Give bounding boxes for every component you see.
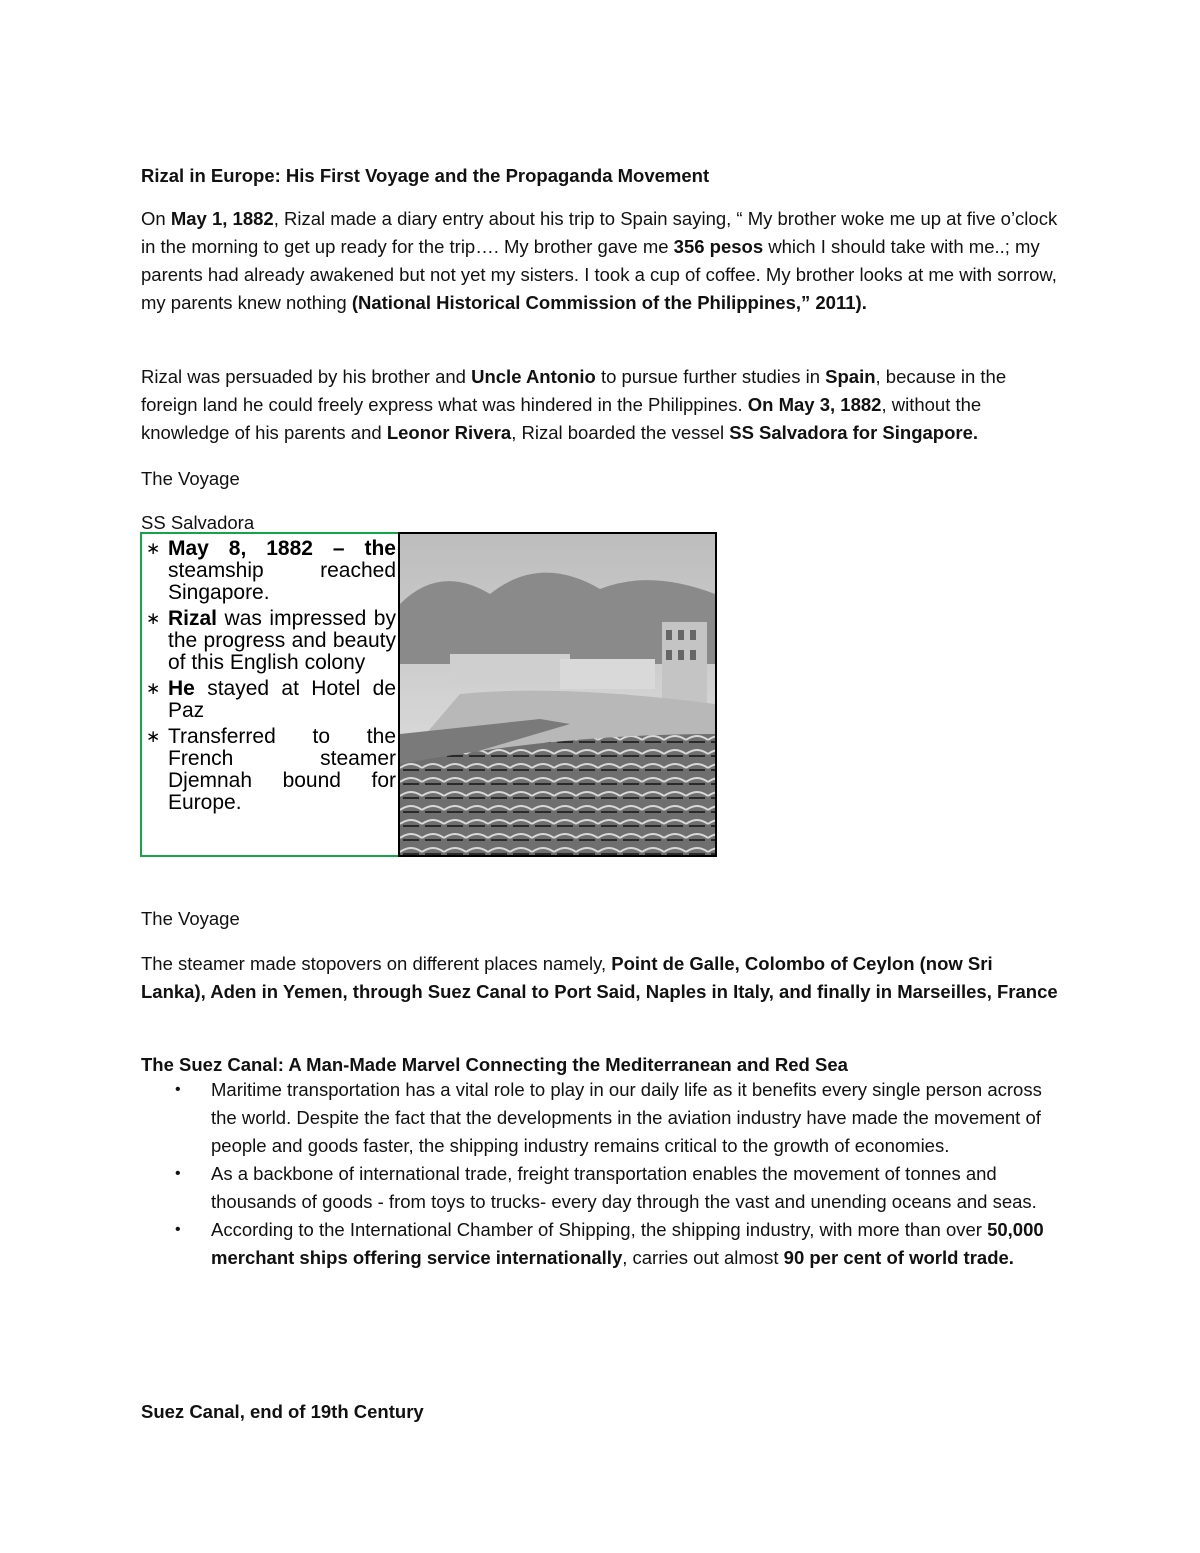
document-title: Rizal in Europe: His First Voyage and the Propaganda Movement — [141, 164, 710, 186]
harbor-photo-illustration — [400, 534, 715, 855]
slide-bullet — [146, 678, 396, 722]
slide-text-box — [140, 532, 398, 857]
slide-bullet — [146, 608, 396, 674]
bullet-list — [141, 1076, 1061, 1272]
bold-name: Leonor Rivera — [386, 421, 512, 443]
bold-citation: (National Historical Commission of the Philippines,” 2011). — [351, 291, 867, 313]
slide-bullet — [146, 726, 396, 814]
bold-name: Uncle Antonio — [471, 365, 596, 387]
paragraph-stopovers — [141, 950, 1061, 1006]
bold-date: On May 3, 1882 — [747, 393, 882, 415]
list-item-text: Maritime transportation has a vital role to play in our daily life as it benefits every single person across the world. Despite the fact that the developments in the aviation industry have made the movement of people and goods faster, the shipping industry remains critical to the growth of economies. — [211, 1079, 1042, 1156]
heading-the-voyage: The Voyage — [141, 467, 240, 489]
bold-vessel: SS Salvadora for Singapore. — [729, 421, 979, 443]
slide-bullet-list — [142, 534, 398, 814]
slide-figure — [140, 532, 717, 857]
list-item-text: As a backbone of international trade, freight transportation enables the movement of tonnes and thousands of goods - from toys to trucks- every day through the vast and unending oceans and seas. — [211, 1163, 1037, 1212]
star-bullet-icon: ∗ — [146, 679, 161, 698]
slide-text: steamship reached Singapore. — [168, 559, 396, 604]
singapore-harbor-photo — [398, 532, 717, 857]
text-run: On — [141, 207, 171, 229]
text-run: , Rizal boarded the vessel — [511, 421, 730, 443]
slide-bold: May 8, 1882 – the — [168, 537, 396, 560]
bullet-dot-icon: • — [175, 1165, 181, 1182]
heading-ss-salvadora: SS Salvadora — [141, 511, 255, 533]
text-run: , because in the foreign land he could freely express what was hindered in the Philippines. — [141, 365, 1007, 415]
bold-places: Point de Galle, Colombo of Ceylon (now Sri Lanka), Aden in Yemen, through Suez Canal to Port Said, Naples in Italy, and finally in Marseilles, France — [141, 952, 1058, 1002]
bold-place: Spain — [825, 365, 876, 387]
slide-text: stayed at Hotel de Paz — [168, 677, 396, 722]
star-bullet-icon: ∗ — [146, 539, 161, 558]
paragraph-diary — [141, 205, 1061, 317]
slide-bold: Rizal — [168, 607, 218, 630]
bullet-dot-icon: • — [175, 1081, 181, 1098]
star-bullet-icon: ∗ — [146, 609, 161, 628]
paragraph-persuaded — [141, 363, 1061, 447]
star-bullet-icon: ∗ — [146, 727, 161, 746]
slide-text: was impressed by the progress and beauty of this English colony — [168, 607, 396, 674]
text-run: Rizal was persuaded by his brother and — [141, 365, 472, 387]
text-run: to pursue further studies in — [595, 365, 826, 387]
bold-percent: 90 per cent of world trade. — [783, 1247, 1014, 1268]
list-item — [141, 1076, 1061, 1160]
slide-text: Transferred to the French steamer Djemnah bound for Europe. — [168, 725, 396, 814]
slide-bullet — [146, 538, 396, 604]
heading-the-voyage-2: The Voyage — [141, 907, 240, 929]
bold-date: May 1, 1882 — [170, 207, 274, 229]
bold-ships: 50,000 merchant ships offering service internationally — [211, 1219, 1044, 1268]
text-run: , Rizal made a diary entry about his trip to Spain saying, “ My brother woke me up at five o’clock in the morning to get up ready for the trip…. My brother gave me — [141, 207, 1058, 257]
text-run: The steamer made stopovers on different places namely, — [141, 952, 612, 974]
list-item-text: According to the International Chamber of Shipping, the shipping industry, with more than over — [211, 1219, 988, 1240]
list-item-text: , carries out almost — [622, 1247, 784, 1268]
text-run: , without the knowledge of his parents and — [141, 393, 982, 443]
slide-bold: He — [168, 677, 195, 700]
bullet-dot-icon: • — [175, 1221, 181, 1238]
heading-suez-end-century: Suez Canal, end of 19th Century — [141, 1400, 424, 1422]
heading-suez-canal: The Suez Canal: A Man-Made Marvel Connecting the Mediterranean and Red Sea — [141, 1053, 848, 1075]
text-run: which I should take with me..; my parents had already awakened but not yet my sisters. I took a cup of coffee. My brother looks at me with sorrow, my parents knew nothing — [141, 235, 1057, 313]
list-item — [141, 1216, 1061, 1272]
list-item — [141, 1160, 1061, 1216]
bold-amount: 356 pesos — [673, 235, 764, 257]
